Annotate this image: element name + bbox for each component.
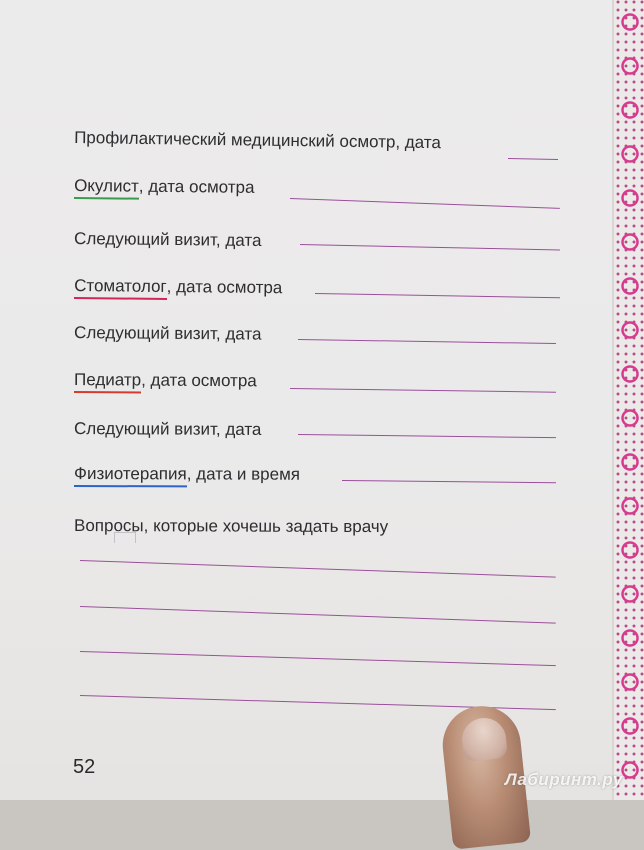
form-row-next-visit-1 [74,229,262,251]
decorative-edge-pattern [612,0,644,800]
question-line-2[interactable] [80,606,556,624]
next-visit-label-3: Следующий визит, дата [74,419,262,439]
form-row-next-visit-3 [74,419,261,440]
dentist-date-line[interactable] [315,293,560,298]
small-box-mark [114,532,136,543]
question-line-1[interactable] [80,560,556,578]
checkup-date-line[interactable] [508,158,558,160]
page-number: 52 [73,756,96,778]
form-row-next-visit-2 [74,323,262,345]
oculist-label: Окулист [74,176,139,200]
next-visit-line-1[interactable] [300,244,560,250]
physiotherapy-label: Физиотерапия [74,464,187,487]
next-visit-line-2[interactable] [298,339,556,344]
oculist-date-line[interactable] [290,198,560,209]
watermark-logo: Лабиринт.ру [505,770,623,789]
dentist-date-label: , дата осмотра [166,276,283,298]
question-line-3[interactable] [80,651,556,666]
form-row-physiotherapy [74,464,300,488]
dentist-label: Стоматолог [74,276,167,300]
pediatrician-label: Педиатр [74,370,141,393]
pediatrician-date-line[interactable] [290,388,556,393]
checkup-label: Профилактический медицинский осмотр, дата [74,128,442,153]
physiotherapy-datetime-line[interactable] [342,480,556,483]
next-visit-label-2: Следующий визит, дата [74,323,262,344]
form-row-checkup [74,128,441,153]
next-visit-line-3[interactable] [298,434,556,438]
physiotherapy-datetime-label: , дата и время [186,464,301,484]
form-row-dentist [74,276,282,301]
pediatrician-date-label: , дата осмотра [141,370,257,391]
next-visit-label-1: Следующий визит, дата [74,229,262,250]
questions-label: Вопросы, которые хочешь задать врачу [74,516,389,537]
form-row-pediatrician [74,370,257,394]
form-row-oculist [74,176,255,201]
oculist-date-label: , дата осмотра [138,176,255,197]
